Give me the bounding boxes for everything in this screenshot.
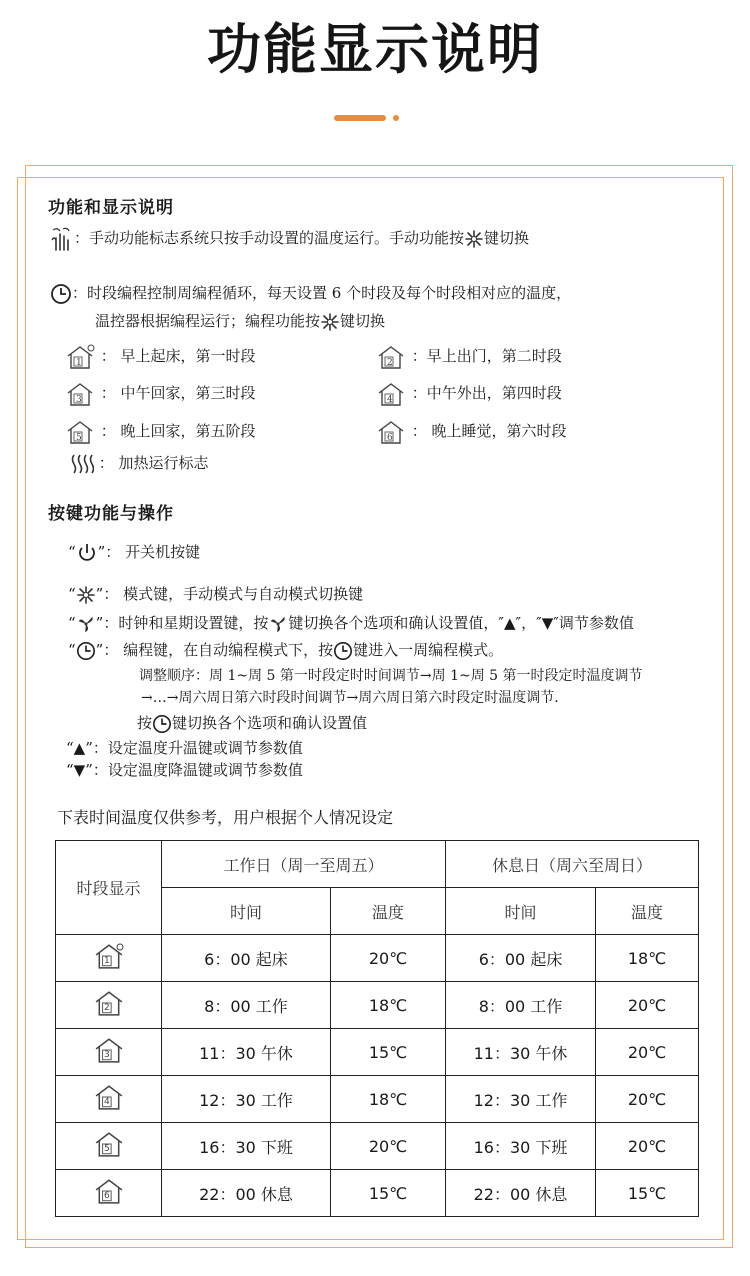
- period-6-house-icon: [92, 1177, 126, 1205]
- period-2-icon-cell: [56, 982, 162, 1029]
- table-row: [56, 982, 699, 1029]
- period-3-legend: [64, 381, 256, 407]
- workday-temp-cell: 18℃: [331, 982, 446, 1029]
- program-key-description: “ ”： 编程键，在自动编程模式下，按 键进入一周编程模式。: [68, 641, 504, 659]
- period-4-icon-cell: [56, 1076, 162, 1123]
- workday-time-cell: 22：00 休息: [162, 1170, 331, 1217]
- period-1-house-icon: [92, 942, 126, 970]
- weekend-temp-cell: 20℃: [596, 1076, 699, 1123]
- title-underline-dot: [393, 115, 399, 121]
- period-1-text: ： 早上起床，第一时段: [100, 347, 256, 365]
- period-6-icon-cell: [56, 1170, 162, 1217]
- clock-key-description: “ ”：时钟和星期设置键，按 键切换各个选项和确认设置值，″▲″，″▼″调节参数值: [68, 614, 634, 632]
- svg-text:3: 3: [103, 1050, 110, 1060]
- workday-time-cell: 11：30 午休: [162, 1029, 331, 1076]
- weekend-time-cell: 8：00 工作: [446, 982, 596, 1029]
- weekend-temp-cell: 20℃: [596, 982, 699, 1029]
- manual-mode-description: [48, 226, 529, 252]
- table-row: [56, 1123, 699, 1170]
- period-6-house-icon: [375, 419, 407, 445]
- weekend-time-cell: 6：00 起床: [446, 935, 596, 982]
- program-description-line1: [50, 283, 571, 305]
- header-period-display: 时段显示: [56, 841, 162, 935]
- title-underline: [334, 115, 386, 121]
- workday-time-cell: 12：30 工作: [162, 1076, 331, 1123]
- period-2-house-icon: [375, 344, 407, 370]
- svg-text:1: 1: [103, 956, 110, 966]
- weekend-temp-cell: 18℃: [596, 935, 699, 982]
- weekend-temp-cell: 15℃: [596, 1170, 699, 1217]
- clock-icon: [152, 714, 172, 734]
- heating-waves-icon: [70, 453, 94, 475]
- up-key-description: “▲”：设定温度升温键或调节参数值: [66, 739, 303, 757]
- svg-text:2: 2: [103, 1003, 110, 1013]
- snowflake-icon: [464, 229, 484, 249]
- period-3-icon-cell: [56, 1029, 162, 1076]
- clock-icon: [50, 283, 72, 305]
- fan-icon: [76, 614, 96, 634]
- section-title-keys: 按键功能与操作: [48, 504, 174, 524]
- header-workday: 工作日（周一至周五）: [162, 841, 446, 888]
- header-weekend: 休息日（周六至周日）: [446, 841, 699, 888]
- section-title-display: 功能和显示说明: [48, 198, 174, 218]
- period-5-house-icon: [92, 1130, 126, 1158]
- page-title: 功能显示说明: [207, 18, 543, 81]
- period-1-icon-cell: [56, 935, 162, 982]
- svg-text:4: 4: [103, 1097, 110, 1107]
- period-3-house-icon: [92, 1036, 126, 1064]
- svg-text:6: 6: [387, 433, 393, 443]
- heating-legend: [70, 452, 209, 475]
- power-key-description: “ ”： 开关机按键: [68, 542, 200, 564]
- mode-key-text: ”： 模式键，手动模式与自动模式切换键: [95, 585, 364, 603]
- workday-temp-cell: 15℃: [331, 1029, 446, 1076]
- manual-text-before: ：手动功能标志系统只按手动设置的温度运行。手动功能按: [74, 229, 465, 247]
- program-description-line2: [95, 311, 385, 332]
- weekend-time-cell: 12：30 工作: [446, 1076, 596, 1123]
- period-4-text: ：中午外出，第四时段: [411, 384, 562, 402]
- program-key-text-after: 键进入一周编程模式。: [353, 641, 504, 659]
- workday-temp-cell: 15℃: [331, 1170, 446, 1217]
- fan-icon: [268, 614, 288, 634]
- adjust-order-line2: →…→周六周日第六时段时间调节→周六周日第六时段定时温度调节.: [141, 690, 559, 706]
- adjust-order-line1: 调整顺序：周 1~周 5 第一时段定时时间调节→周 1~周 5 第一时段定时温度调节: [139, 668, 643, 684]
- header-workday-time: 时间: [162, 888, 331, 935]
- svg-text:5: 5: [103, 1144, 110, 1154]
- workday-temp-cell: 20℃: [331, 1123, 446, 1170]
- power-icon: [76, 542, 98, 564]
- svg-text:1: 1: [76, 358, 82, 368]
- clock-icon: [76, 641, 96, 661]
- period-6-text: ： 晚上睡觉，第六时段: [411, 422, 567, 440]
- workday-time-cell: 6：00 起床: [162, 935, 331, 982]
- period-4-legend: [375, 381, 562, 407]
- header-workday-temp: 温度: [331, 888, 446, 935]
- heating-text: ： 加热运行标志: [98, 454, 209, 472]
- press-switch-description: [137, 713, 367, 734]
- header-weekend-time: 时间: [446, 888, 596, 935]
- table-row: [56, 1029, 699, 1076]
- svg-text:2: 2: [387, 358, 393, 368]
- weekend-time-cell: 22：00 休息: [446, 1170, 596, 1217]
- press-text-before: 按: [137, 714, 153, 732]
- down-key-description: “▼”：设定温度降温键或调节参数值: [66, 761, 303, 779]
- program-line2-text-after: 键切换: [340, 312, 386, 330]
- manual-hand-icon: [48, 226, 74, 252]
- table-row: [56, 1170, 699, 1217]
- period-4-house-icon: [92, 1083, 126, 1111]
- workday-temp-cell: 20℃: [331, 935, 446, 982]
- weekend-time-cell: 16：30 下班: [446, 1123, 596, 1170]
- weekend-time-cell: 11：30 午休: [446, 1029, 596, 1076]
- period-1-legend: [64, 344, 256, 370]
- period-1-house-icon: [64, 344, 96, 370]
- program-line2-text-before: 温控器根据编程运行；编程功能按: [95, 312, 321, 330]
- header-weekend-temp: 温度: [596, 888, 699, 935]
- mode-key-description: “ ”： 模式键，手动模式与自动模式切换键: [68, 585, 364, 603]
- table-note: 下表时间温度仅供参考，用户根据个人情况设定: [57, 808, 394, 827]
- schedule-table: [55, 840, 699, 1217]
- program-key-text-before: ”： 编程键，在自动编程模式下，按: [95, 641, 334, 659]
- period-2-text: ：早上出门，第二时段: [411, 347, 562, 365]
- workday-time-cell: 16：30 下班: [162, 1123, 331, 1170]
- clock-key-text-after: 键切换各个选项和确认设置值，″▲″，″▼″调节参数值: [288, 614, 634, 632]
- table-row: [56, 1076, 699, 1123]
- program-line1-text: ：时段编程控制周编程循环，每天设置 6 个时段及每个时段相对应的温度，: [72, 284, 572, 302]
- workday-time-cell: 8：00 工作: [162, 982, 331, 1029]
- press-text-after: 键切换各个选项和确认设置值: [172, 714, 368, 732]
- power-key-text: ”： 开关机按键: [97, 543, 201, 561]
- snowflake-icon: [76, 585, 96, 605]
- weekend-temp-cell: 20℃: [596, 1123, 699, 1170]
- workday-temp-cell: 18℃: [331, 1076, 446, 1123]
- period-4-house-icon: [375, 381, 407, 407]
- period-6-legend: [375, 419, 567, 445]
- manual-text-after: 键切换: [484, 229, 530, 247]
- svg-text:6: 6: [103, 1191, 110, 1201]
- period-5-icon-cell: [56, 1123, 162, 1170]
- clock-key-text-before: ”：时钟和星期设置键，按: [95, 614, 269, 632]
- period-3-text: ： 中午回家，第三时段: [100, 384, 256, 402]
- period-3-house-icon: [64, 381, 96, 407]
- svg-text:4: 4: [387, 395, 393, 405]
- clock-icon: [333, 641, 353, 661]
- period-2-legend: [375, 344, 562, 370]
- period-5-house-icon: [64, 419, 96, 445]
- period-2-house-icon: [92, 989, 126, 1017]
- table-row: [56, 935, 699, 982]
- snowflake-icon: [320, 312, 340, 332]
- weekend-temp-cell: 20℃: [596, 1029, 699, 1076]
- period-5-legend: [64, 419, 256, 445]
- period-5-text: ： 晚上回家，第五阶段: [100, 422, 256, 440]
- svg-text:3: 3: [76, 395, 82, 405]
- svg-text:5: 5: [76, 433, 82, 443]
